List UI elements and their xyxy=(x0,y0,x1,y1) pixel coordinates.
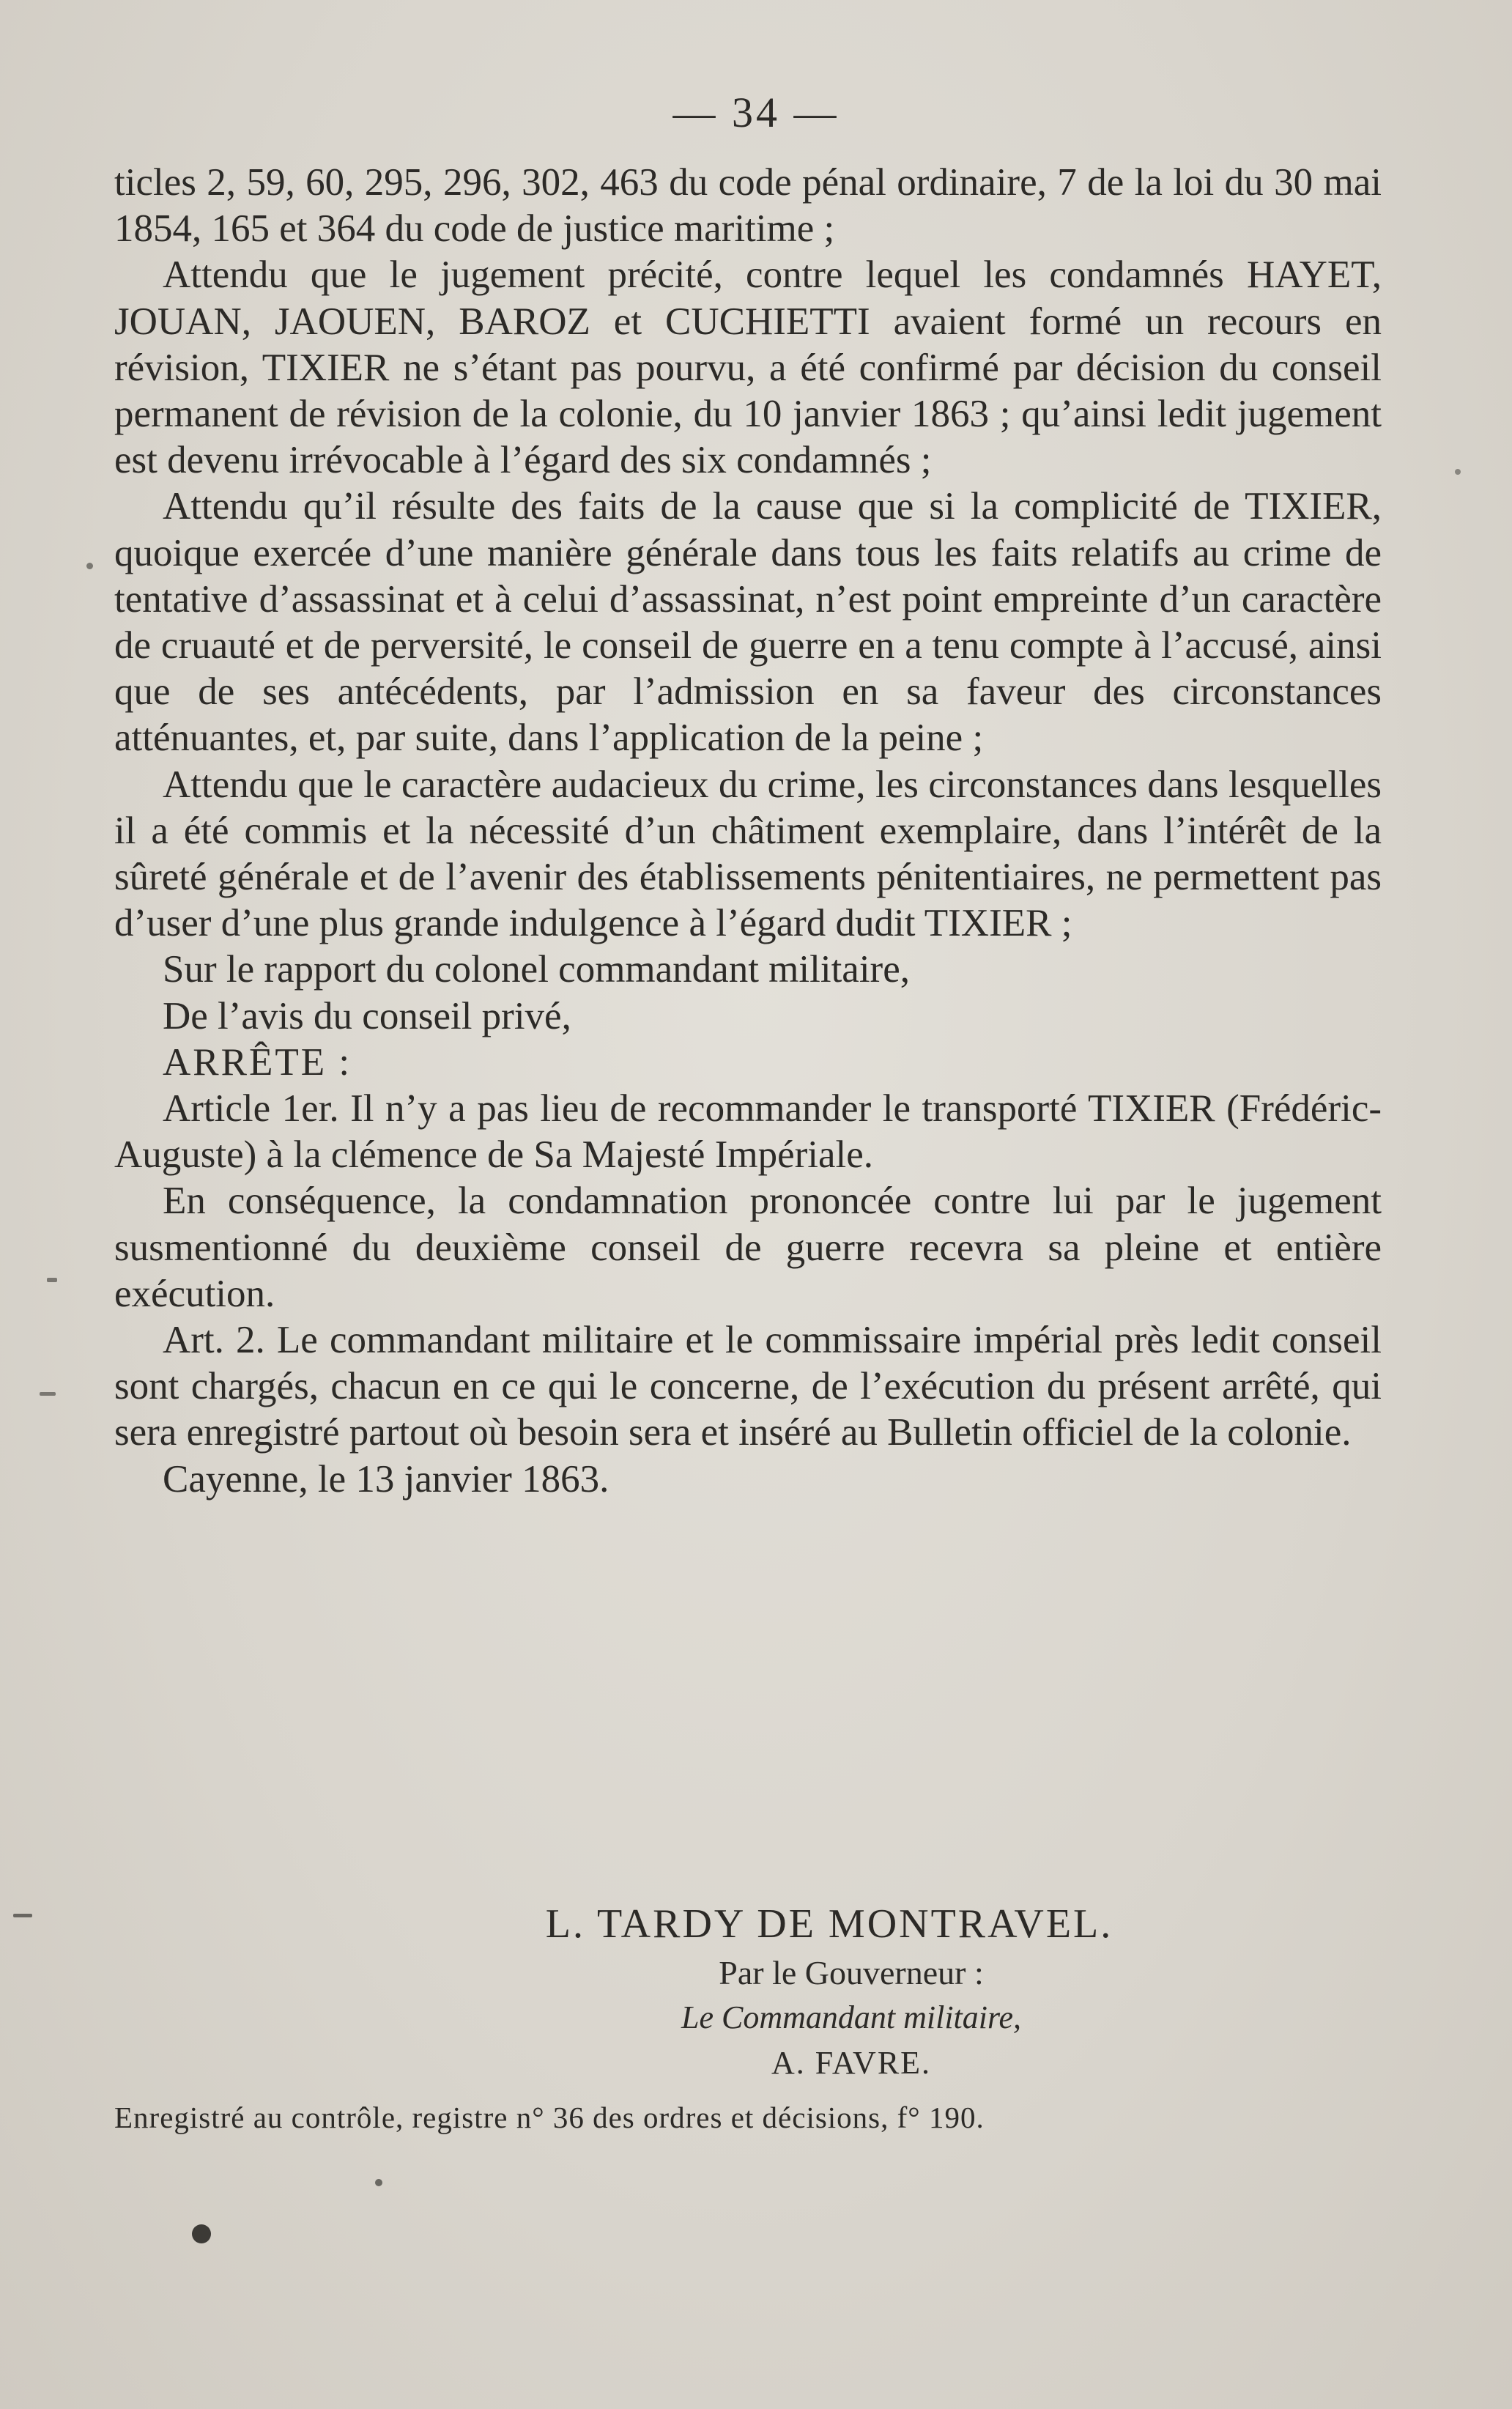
ink-speck xyxy=(13,1914,32,1917)
ink-speck xyxy=(192,2224,211,2243)
registry-note: Enregistré au contrôle, registre n° 36 des ordres et décisions, f° 190. xyxy=(114,2101,985,2134)
paragraph-article-2: Art. 2. Le commandant militaire et le commissaire impérial près ledit conseil sont chargés, chacun en ce qui le concerne, de l’exécution du présent arrêté, qui sera enregistré partout où besoin sera et inséré au Bulletin officiel de la colonie. xyxy=(114,1319,1382,1454)
paragraph-place-date: Cayenne, le 13 janvier 1863. xyxy=(163,1457,609,1500)
paragraph-article-1: Article 1er. Il n’y a pas lieu de recommander le transporté TIXIER (Frédéric-Auguste) à la clémence de Sa Majesté Impériale. xyxy=(114,1087,1382,1177)
signature-name: L. TARDY DE MONTRAVEL. xyxy=(545,1901,1113,1947)
body-text xyxy=(114,160,1382,1503)
paragraph-attendu-jugement: Attendu que le jugement précité, contre lequel les condamnés HAYET, JOUAN, JAOUEN, BAROZ et CUCHIETTI avaient formé un recours en révision, TIXIER ne s’étant pas pourvu, a été confirmé par décision du conseil permanent de révision de la colonie, du 10 janvier 1863 ; qu’ainsi ledit jugement est devenu irrévocable à l’égard des six condamnés ; xyxy=(114,254,1382,482)
arrete-heading: ARRÊTE : xyxy=(163,1040,352,1084)
ink-speck xyxy=(47,1278,57,1282)
signature-par-le-gouverneur: Par le Gouverneur : xyxy=(719,1954,984,1991)
page-number: — 34 — xyxy=(672,89,840,136)
ink-speck xyxy=(1455,469,1461,475)
signature-role: Le Commandant militaire, xyxy=(681,1999,1022,2035)
paragraph-de-l-avis: De l’avis du conseil privé, xyxy=(163,994,571,1037)
paragraph-attendu-complicite: Attendu qu’il résulte des faits de la cause que si la complicité de TIXIER, quoique exercée d’une manière générale dans tous les faits relatifs au crime de tentative d’assassinat et à celui d’assassinat, n’est point empreinte d’un caractère de cruauté et de perversité, le conseil de guerre en a tenu compte à l’accusé, ainsi que de ses antécédents, par l’admission en sa faveur des circonstances atténuantes, et, par suite, dans l’application de la peine ; xyxy=(114,485,1382,760)
ink-speck xyxy=(40,1392,56,1396)
ink-speck xyxy=(375,2179,382,2186)
signature-signer: A. FAVRE. xyxy=(771,2045,932,2081)
ink-speck xyxy=(86,563,93,569)
paragraph-sur-le-rapport: Sur le rapport du colonel commandant militaire, xyxy=(163,948,910,991)
paragraph-continuation: ticles 2, 59, 60, 295, 296, 302, 463 du code pénal ordinaire, 7 de la loi du 30 mai 1854, 165 et 364 du code de justice maritime ; xyxy=(114,161,1382,251)
paragraph-attendu-caractere: Attendu que le caractère audacieux du crime, les circonstances dans lesquelles il a été commis et la nécessité d’un châtiment exemplaire, dans l’intérêt de la sûreté générale et de l’avenir des établissements pénitentiaires, ne permettent pas d’user d’une plus grande indulgence à l’égard dudit TIXIER ; xyxy=(114,763,1382,945)
paragraph-consequence: En conséquence, la condamnation prononcée contre lui par le jugement susmentionné du deuxième conseil de guerre recevra sa pleine et entière exécution. xyxy=(114,1180,1382,1315)
